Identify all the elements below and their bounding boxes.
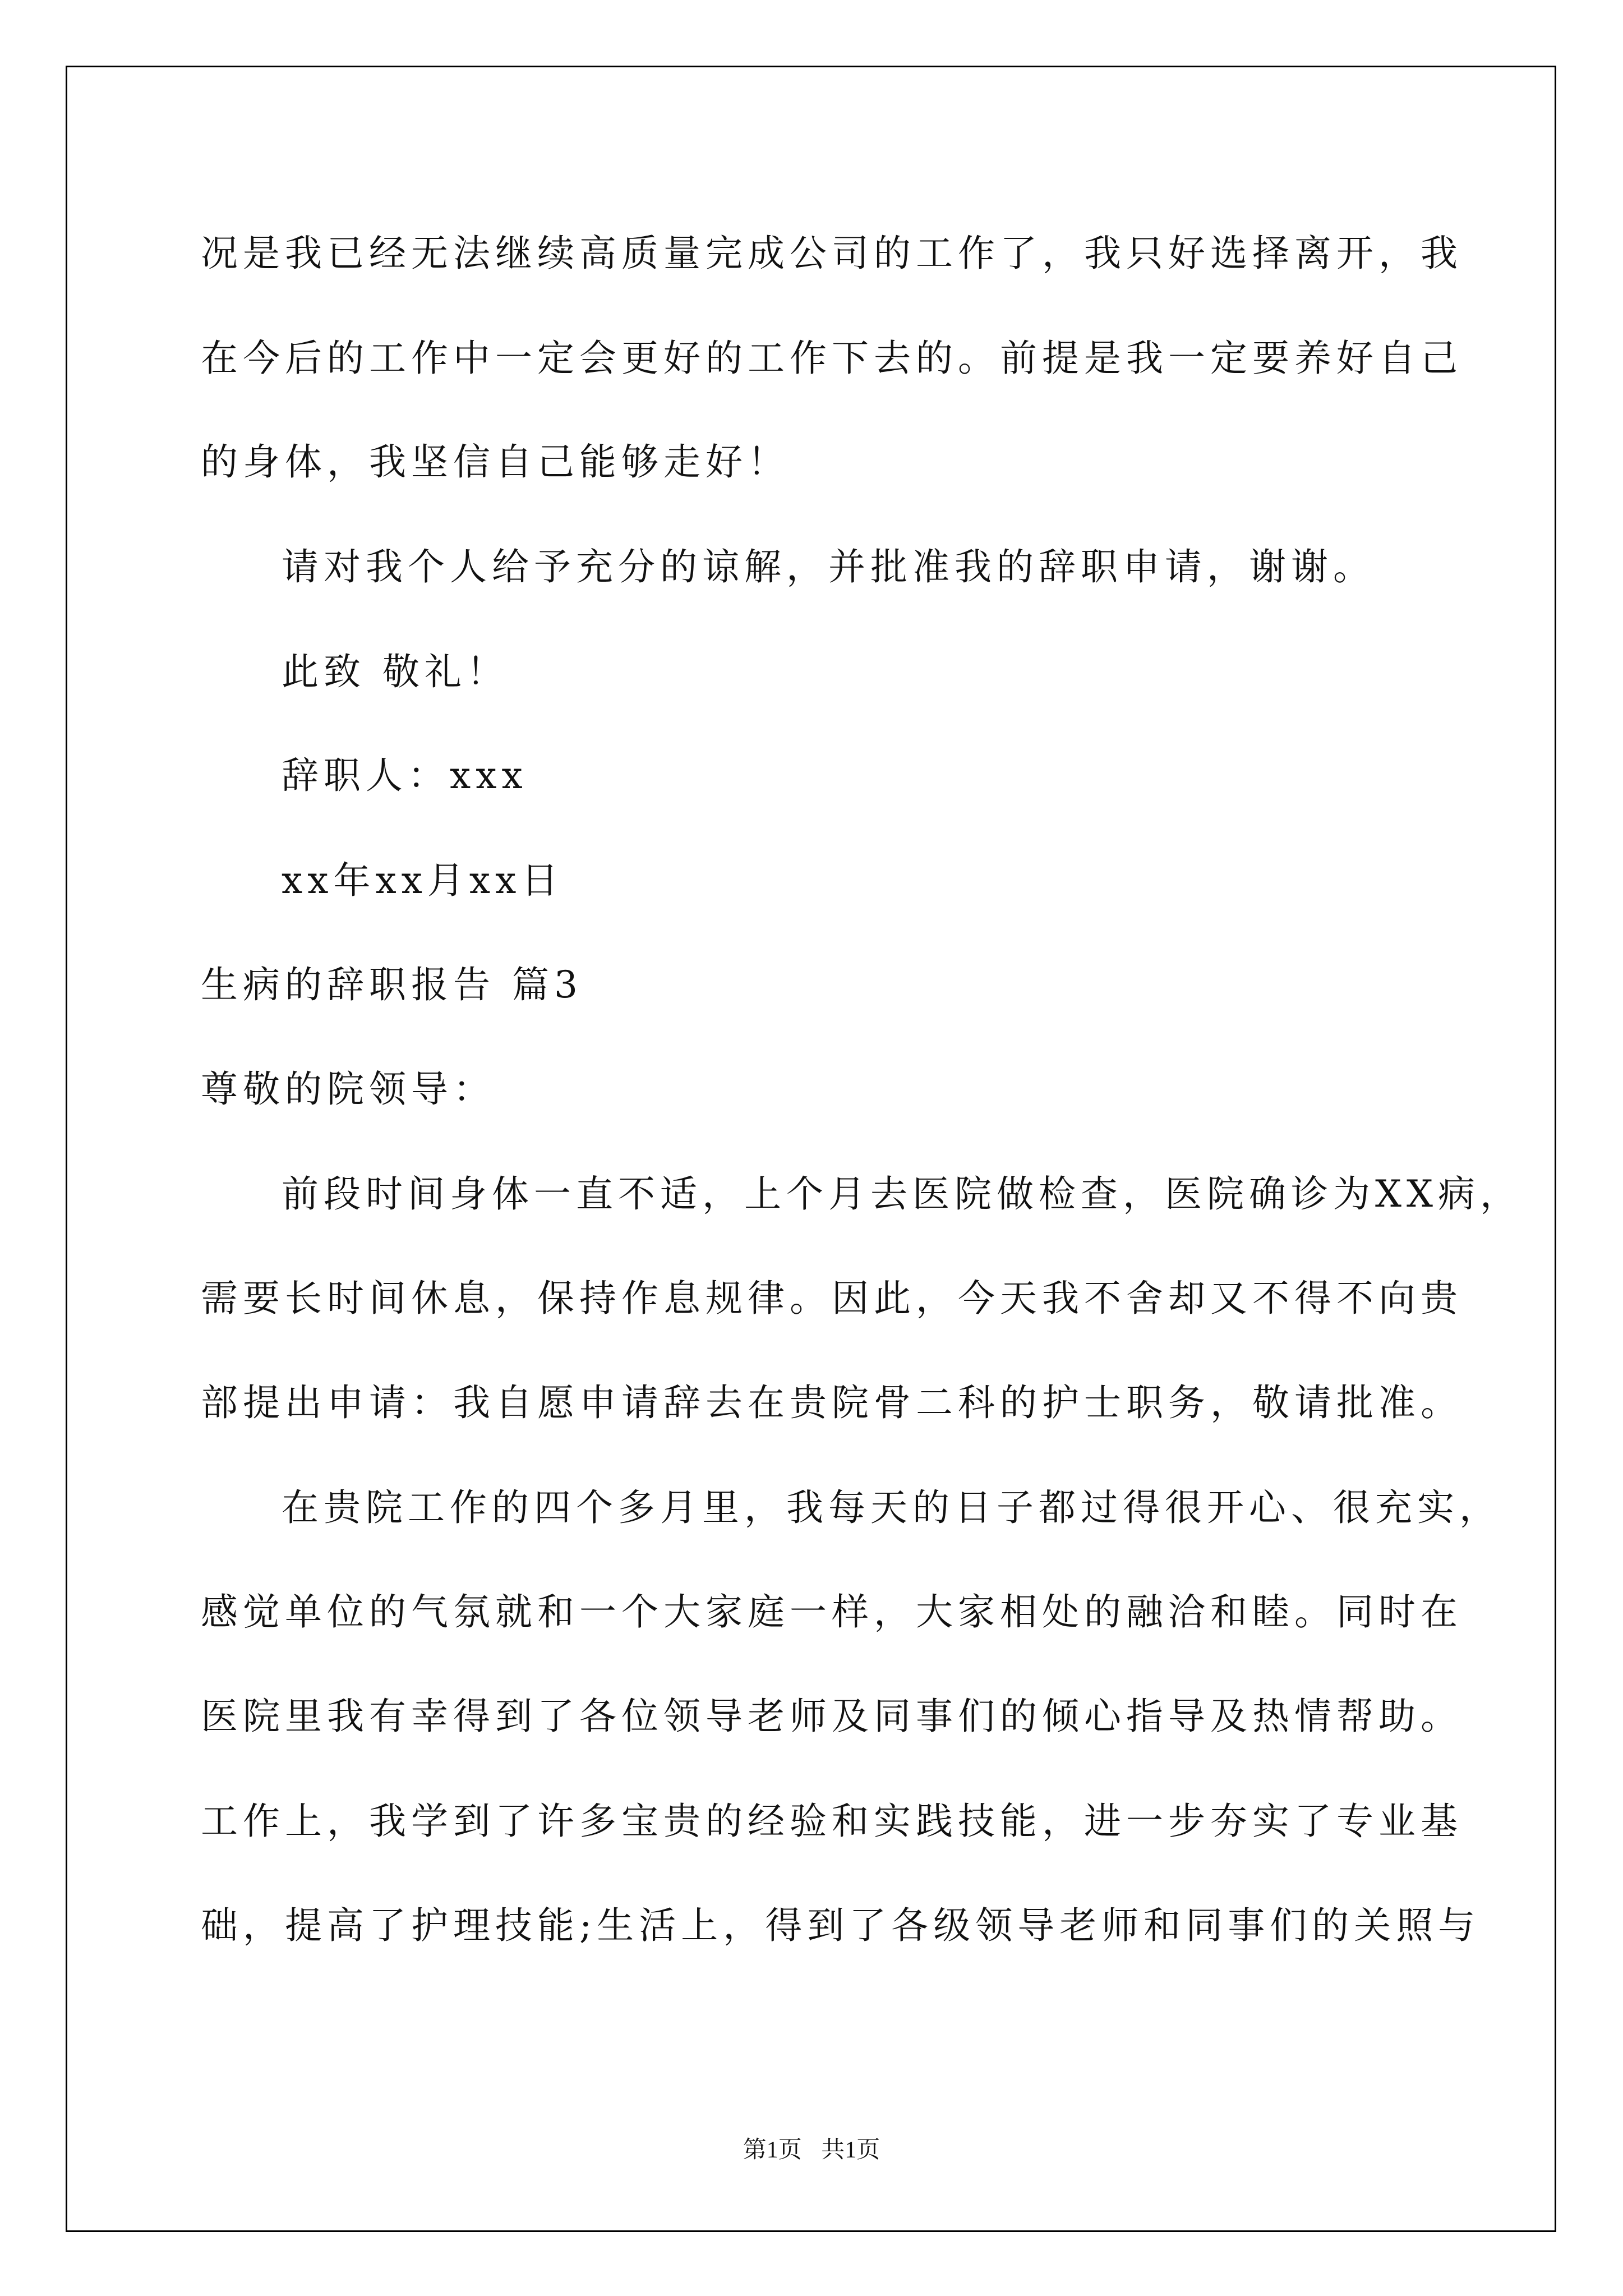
- body-line: 工作上，我学到了许多宝贵的经验和实践技能，进一步夯实了专业基: [201, 1800, 1463, 1843]
- body-line: 在今后的工作中一定会更好的工作下去的。前提是我一定要养好自己: [201, 337, 1463, 380]
- closing-salutation: 此致 敬礼！: [282, 650, 509, 693]
- body-line: 的身体，我坚信自己能够走好！: [201, 440, 790, 484]
- body-line: 础，提高了护理技能;生活上，得到了各级领导老师和同事们的关照与: [201, 1904, 1481, 1947]
- greeting-line: 尊敬的院领导：: [201, 1068, 495, 1111]
- signature-line: 辞职人：xxx: [282, 754, 528, 797]
- body-line: 前段时间身体一直不适，上个月去医院做检查，医院确诊为XX病，: [282, 1172, 1522, 1216]
- body-line: 况是我已经无法继续高质量完成公司的工作了，我只好选择离开，我: [201, 232, 1463, 275]
- page-number-footer: 第1页 共1页: [743, 2137, 880, 2163]
- date-line: xx年xx月xx日: [282, 859, 564, 902]
- body-line: 需要长时间休息，保持作息规律。因此，今天我不舍却又不得不向贵: [201, 1277, 1463, 1320]
- body-line: 部提出申请：我自愿申请辞去在贵院骨二科的护士职务，敬请批准。: [201, 1381, 1463, 1424]
- body-line: 请对我个人给予充分的谅解，并批准我的辞职申请，谢谢。: [282, 545, 1375, 588]
- body-line: 感觉单位的气氛就和一个大家庭一样，大家相处的融洽和睦。同时在: [201, 1590, 1463, 1634]
- body-line: 在贵院工作的四个多月里，我每天的日子都过得很开心、很充实，: [282, 1486, 1501, 1529]
- body-line: 医院里我有幸得到了各位领导老师及同事们的倾心指导及热情帮助。: [201, 1695, 1463, 1738]
- section-heading: 生病的辞职报告 篇3: [201, 963, 583, 1006]
